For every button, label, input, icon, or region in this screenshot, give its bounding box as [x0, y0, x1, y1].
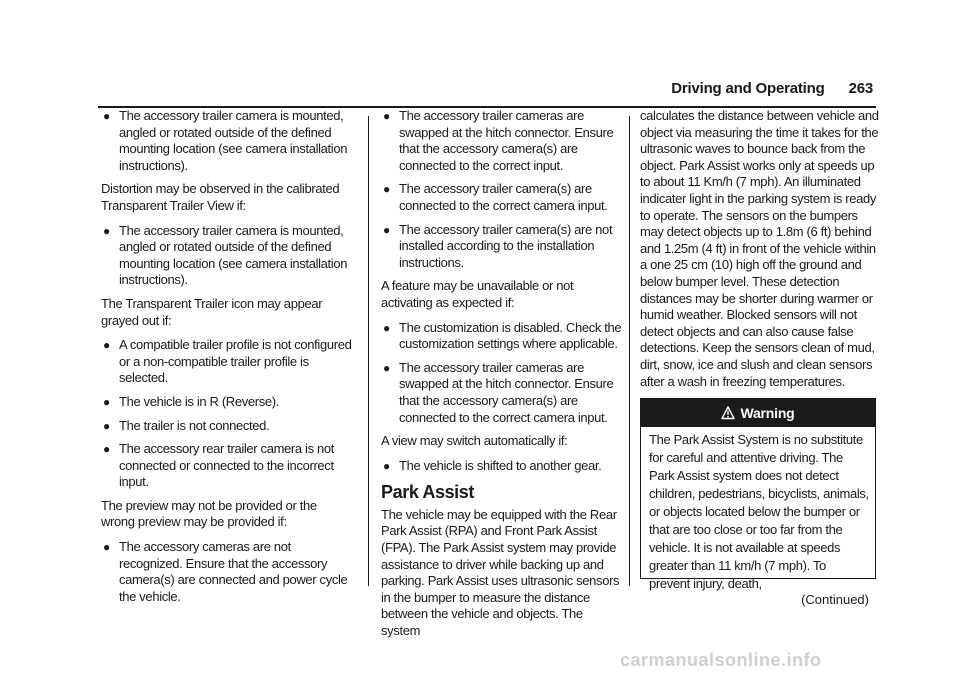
- paragraph: The Transparent Trailer icon may appear grayed out if:: [101, 295, 323, 328]
- bullet-icon: ●: [103, 418, 110, 433]
- section-title: Driving and Operating: [671, 80, 825, 97]
- bullet-list: [381, 108, 622, 271]
- bullet-icon: ●: [103, 394, 110, 409]
- bullet-icon: ●: [383, 458, 390, 473]
- bullet-icon: ●: [103, 442, 110, 457]
- bullet-icon: ●: [383, 222, 390, 237]
- bullet-icon: ●: [383, 360, 390, 375]
- list-item: ● A compatible trailer profile is not configured or a non-compatible trailer profile is selected.: [103, 337, 352, 386]
- list-item: ● The vehicle is shifted to another gear.: [383, 457, 602, 473]
- paragraph: The preview may not be provided or the wrong preview may be provided if:: [101, 497, 317, 530]
- bullet-icon: ●: [103, 109, 110, 123]
- watermark: carmanualsonline.info: [620, 650, 822, 670]
- bullet-list: [381, 458, 622, 475]
- page-number: 263: [848, 80, 873, 97]
- paragraph: calculates the distance between vehicle and object via measuring the time it takes for the ultrasonic waves to bounce back from the object. Park Assist works only at speeds up to about 11 Km/h (7 mph). An illuminated indicater light in the parking system is ready to operate. The sensors on the bumpers may detect objects up to 1.8m (6 ft) behind and 1.25m (4 ft) in front of the vehicle within a one 25 cm (10) high off the ground and below bumper level. These detection distances may be shorter during warmer or humid weather. Blocked sensors will not detect objects and can also cause false detections. Keep the sensors clean of mud, dirt, snow, ice and slush and clean sensors after a wash in freezing temperatures.: [640, 108, 879, 389]
- list-item: ● The accessory trailer camera(s) are connected to the correct camera input.: [383, 181, 608, 213]
- paragraph: A feature may be unavailable or not activating as expected if:: [381, 278, 574, 310]
- warning-header: [641, 399, 875, 427]
- list-item: ● The customization is disabled. Check the customization settings where applicable.: [383, 319, 622, 352]
- page-header: [0, 80, 873, 104]
- warning-title: Warning: [740, 405, 795, 421]
- bullet-list: [101, 223, 353, 289]
- list-item: ● The accessory trailer camera is mounted, angled or rotated outside of the defined mounting location (see camera installation instructions).: [103, 222, 348, 288]
- bullet-list: [381, 320, 622, 427]
- list-item: ● The accessory cameras are not recognized. Ensure that the accessory camera(s) are connected and power cycle the vehicle.: [103, 539, 348, 604]
- bullet-list: [101, 108, 353, 174]
- bullet-icon: ●: [103, 223, 110, 238]
- column-2: [381, 108, 622, 648]
- bullet-icon: ●: [383, 182, 390, 197]
- list-item: ● The accessory trailer cameras are swapped at the hitch connector. Ensure that the accessory camera(s) are connected to the correct camera input.: [383, 359, 614, 425]
- column-3: [640, 108, 880, 398]
- paragraph: The vehicle may be equipped with the Rear Park Assist (RPA) and Front Park Assist (FPA). The Park Assist system may provide assistance to driver while backing up and parking. Park Assist uses ultrasonic sensors in the bumper to measure the distance between the vehicle and objects. The system: [381, 506, 620, 639]
- list-item: ● The accessory trailer camera(s) are not installed according to the installation instructions.: [383, 221, 613, 270]
- bullet-icon: ●: [383, 320, 390, 335]
- bullet-list: [101, 539, 353, 605]
- list-item: ● The trailer is not connected.: [103, 417, 270, 433]
- warning-icon: [721, 406, 735, 420]
- paragraph: A view may switch automatically if:: [381, 433, 568, 449]
- list-item: ● The accessory trailer camera is mounted, angled or rotated outside of the defined mounting location (see camera installation instructions).: [103, 108, 348, 173]
- warning-body: The Park Assist System is no substitute for careful and attentive driving. The Park Assist system does not detect children, pedestrians, bicyclists, animals, or objects located below the bumper or that are too close or too far from the vehicle. It is not available at speeds greater than 11 km/h (7 mph). To prevent injury, death,: [649, 432, 869, 591]
- list-item: ● The accessory trailer cameras are swapped at the hitch connector. Ensure that the accessory camera(s) are connected to the correct input.: [383, 108, 614, 173]
- column-divider: [629, 116, 630, 586]
- park-assist-heading: Park Assist: [381, 482, 474, 503]
- bullet-icon: ●: [103, 540, 110, 555]
- warning-box: [640, 398, 876, 607]
- column-divider: [368, 116, 369, 586]
- continued-label: (Continued): [801, 592, 869, 607]
- list-item: ● The accessory rear trailer camera is not connected or connected to the incorrect input.: [103, 441, 335, 490]
- list-item: ● The vehicle is in R (Reverse).: [103, 393, 279, 409]
- paragraph: Distortion may be observed in the calibrated Transparent Trailer View if:: [101, 181, 340, 213]
- bullet-list: [101, 337, 353, 491]
- column-1: [101, 108, 353, 612]
- bullet-icon: ●: [103, 338, 110, 353]
- bullet-icon: ●: [383, 109, 390, 123]
